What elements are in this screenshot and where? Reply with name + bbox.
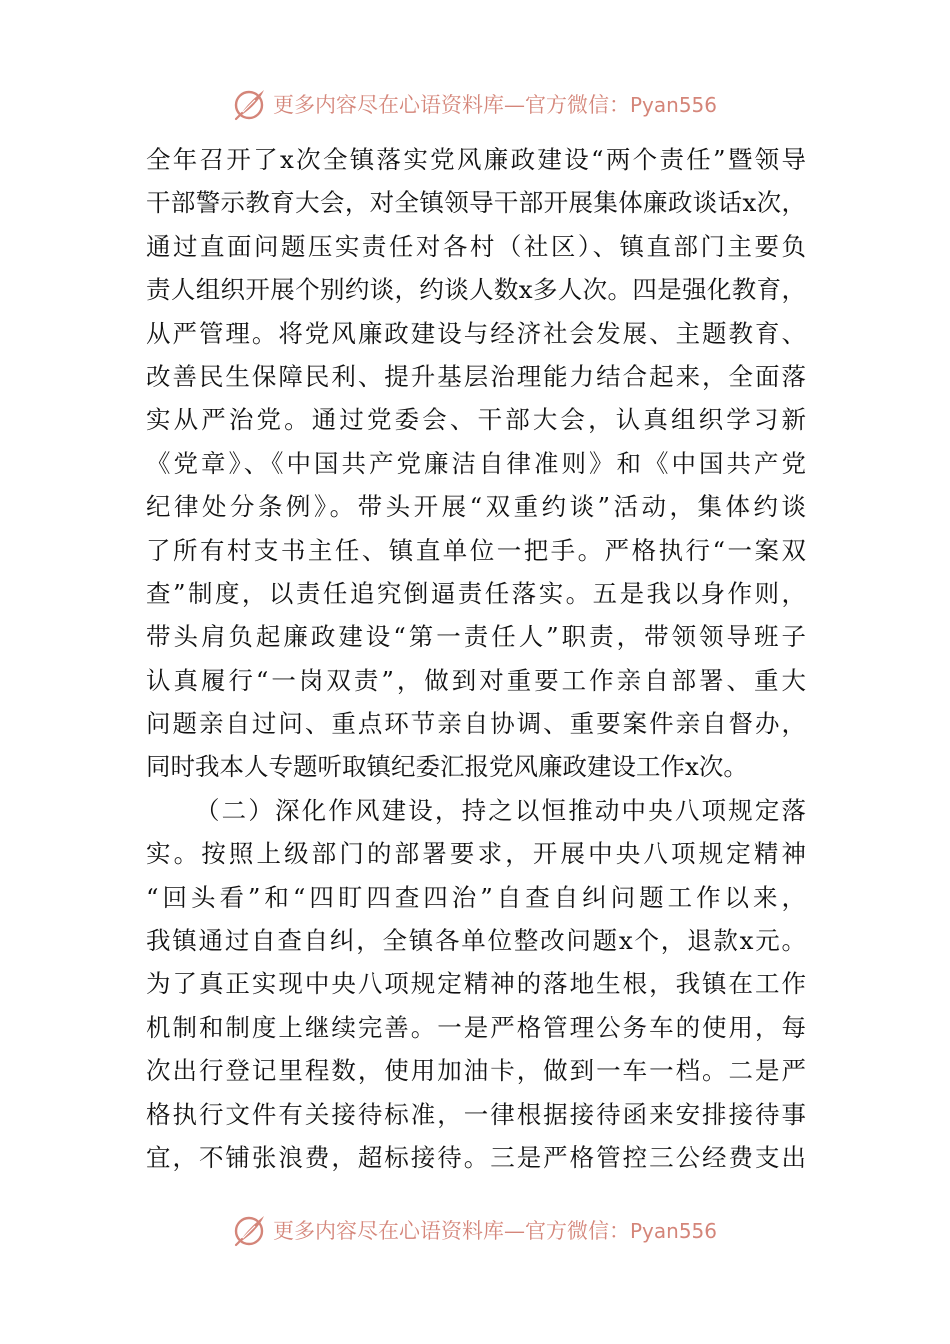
quill-logo-icon (233, 1213, 267, 1247)
footer-watermark (0, 1210, 950, 1250)
body-line: 全年召开了x次全镇落实党风廉政建设“两个责任”暨领导 (146, 145, 806, 174)
header-watermark (0, 84, 950, 124)
body-line: “回头看”和“四盯四查四治”自查自纠问题工作以来， (146, 882, 806, 912)
body-line: 实从严治党。通过党委会、干部大会，认真组织学习新 (146, 405, 806, 435)
body-line: 通过直面问题压实责任对各村（社区）、镇直部门主要负 (146, 231, 806, 261)
body-line: 实。按照上级部门的部署要求，开展中央八项规定精神 (146, 839, 806, 869)
body-line: 干部警示教育大会，对全镇领导干部开展集体廉政谈话x次， (146, 188, 806, 218)
body-line: 纪律处分条例》。带头开展“双重约谈”活动，集体约谈 (146, 492, 806, 522)
quill-logo-icon (233, 87, 267, 121)
body-line: 宜，不铺张浪费，超标接待。三是严格管控三公经费支出 (146, 1142, 806, 1172)
body-line: 《党章》、《中国共产党廉洁自律准则》和《中国共产党 (146, 448, 806, 478)
body-line: 为了真正实现中央八项规定精神的落地生根，我镇在工作 (146, 969, 806, 999)
body-line: 格执行文件有关接待标准，一律根据接待函来安排接待事 (146, 1099, 806, 1129)
watermark-handle: Pyan556 (629, 1219, 717, 1243)
body-line: 我镇通过自查自纠，全镇各单位整改问题x个，退款x元。 (146, 926, 806, 956)
body-line: 问题亲自过问、重点环节亲自协调、重要案件亲自督办， (146, 709, 806, 739)
watermark-handle: Pyan556 (629, 93, 717, 117)
body-line: 带头肩负起廉政建设“第一责任人”职责，带领领导班子 (146, 622, 806, 652)
body-line: 改善民生保障民利、提升基层治理能力结合起来，全面落 (146, 361, 806, 391)
document-body (146, 138, 806, 1179)
body-line: 责人组织开展个别约谈，约谈人数x多人次。四是强化教育， (146, 275, 806, 305)
watermark-text: 更多内容尽在心语资料库—官方微信：Pyan556 (272, 93, 717, 117)
body-line: 了所有村支书主任、镇直单位一把手。严格执行“一案双 (146, 535, 806, 565)
body-line: 机制和制度上继续完善。一是严格管理公务车的使用，每 (146, 1012, 806, 1042)
watermark-text: 更多内容尽在心语资料库—官方微信：Pyan556 (272, 1219, 717, 1243)
section-heading-line: （二）深化作风建设，持之以恒推动中央八项规定落 (195, 795, 806, 825)
body-line: 次出行登记里程数，使用加油卡，做到一车一档。二是严 (146, 1056, 806, 1086)
body-line: 同时我本人专题听取镇纪委汇报党风廉政建设工作x次。 (146, 752, 748, 782)
body-line: 查”制度，以责任追究倒逼责任落实。五是我以身作则， (146, 578, 806, 608)
body-line: 从严管理。将党风廉政建设与经济社会发展、主题教育、 (146, 318, 806, 348)
body-line: 认真履行“一岗双责”，做到对重要工作亲自部署、重大 (146, 665, 806, 695)
